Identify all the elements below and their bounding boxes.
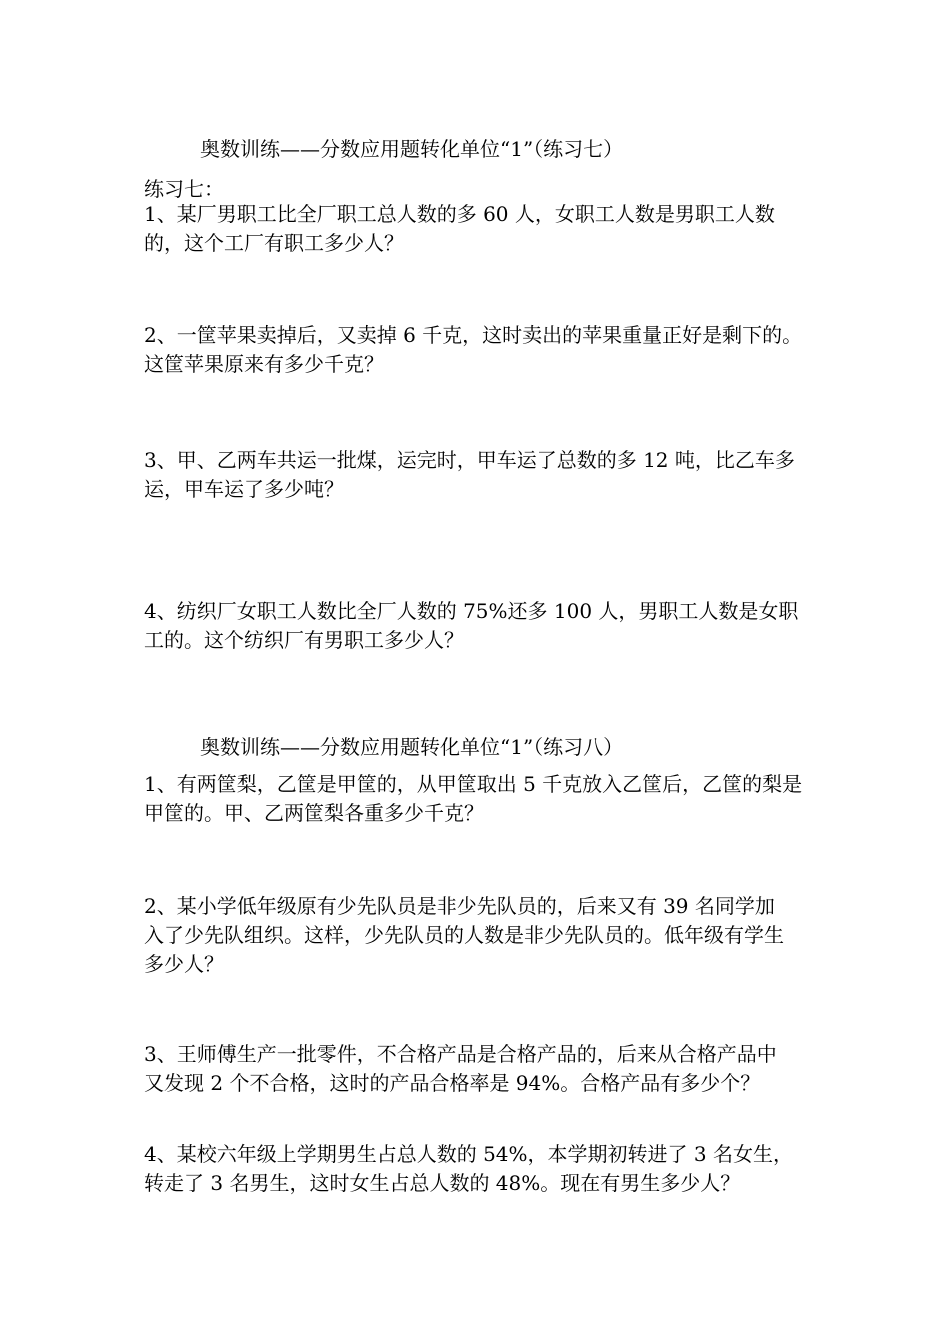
problem-2-exercise-7 (144, 321, 812, 379)
exercise-label: 练习七： (144, 177, 224, 201)
problem-line: 运，甲车运了多少吨？ (144, 477, 344, 501)
problem-line: 4、某校六年级上学期男生占总人数的 54%，本学期初转进了 3 名女生， (144, 1142, 793, 1166)
problem-3-exercise-7 (144, 446, 812, 504)
problem-line: 多少人？ (144, 952, 224, 976)
section-title-exercise-8: 奥数训练——分数应用题转化单位“1”（练习八） (200, 735, 624, 759)
problem-line: 1、有两筐梨，乙筐是甲筐的，从甲筐取出 5 千克放入乙筐后，乙筐的梨是 (144, 772, 803, 796)
problem-line: 工的。这个纺织厂有男职工多少人？ (144, 628, 464, 652)
problem-line: 1、某厂男职工比全厂职工总人数的多 60 人，女职工人数是男职工人数 (144, 202, 775, 226)
problem-line: 入了少先队组织。这样，少先队员的人数是非少先队员的。低年级有学生 (144, 923, 784, 947)
section-title-exercise-7: 奥数训练——分数应用题转化单位“1”（练习七） (200, 137, 624, 161)
problem-line: 又发现 2 个不合格，这时的产品合格率是 94%。合格产品有多少个？ (144, 1071, 761, 1095)
problem-line: 转走了 3 名男生，这时女生占总人数的 48%。现在有男生多少人？ (144, 1171, 741, 1195)
problem-4-exercise-8 (144, 1140, 812, 1198)
problem-line: 这筐苹果原来有多少千克？ (144, 352, 384, 376)
problem-line: 甲筐的。甲、乙两筐梨各重多少千克？ (144, 801, 484, 825)
problem-line: 4、纺织厂女职工人数比全厂人数的 75%还多 100 人，男职工人数是女职 (144, 599, 799, 623)
problem-2-exercise-8 (144, 892, 812, 979)
problem-line: 3、甲、乙两车共运一批煤，运完时，甲车运了总数的多 12 吨，比乙车多 (144, 448, 795, 472)
problem-line: 的，这个工厂有职工多少人？ (144, 231, 404, 255)
problem-1-exercise-8 (144, 770, 812, 828)
problem-line: 2、一筐苹果卖掉后，又卖掉 6 千克，这时卖出的苹果重量正好是剩下的。 (144, 323, 803, 347)
problem-line: 2、某小学低年级原有少先队员是非少先队员的，后来又有 39 名同学加 (144, 894, 775, 918)
problem-line: 3、王师傅生产一批零件，不合格产品是合格产品的，后来从合格产品中 (144, 1042, 777, 1066)
problem-1-exercise-7 (144, 200, 812, 258)
problem-3-exercise-8 (144, 1040, 812, 1098)
problem-4-exercise-7 (144, 597, 812, 655)
